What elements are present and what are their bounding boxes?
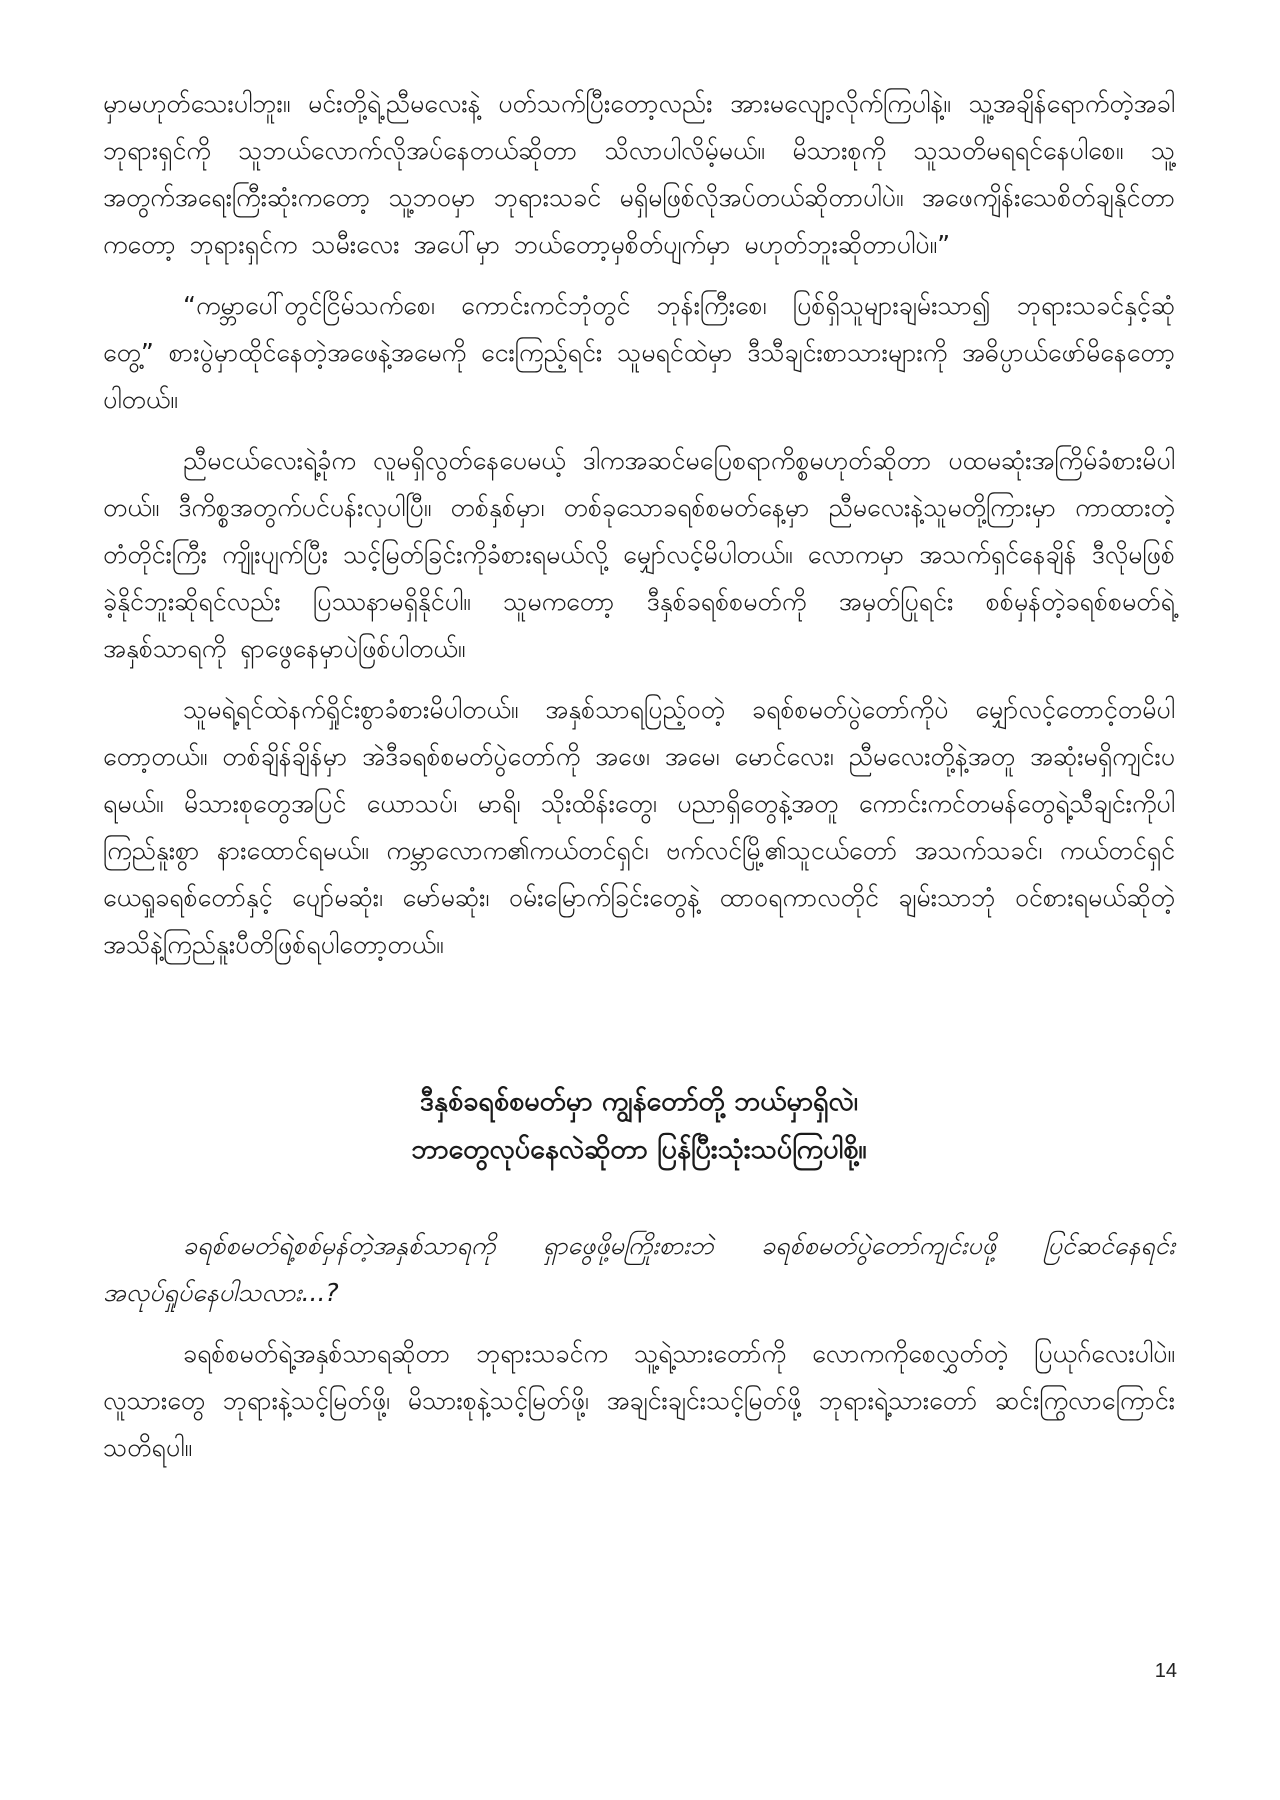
paragraph-younger-sister: ညီမငယ်လေးရဲ့ခုံက လူမရှိလွတ်နေပေမယ့် ဒါကအဆင်မပြေစရာကိစ္စမဟုတ်ဆိုတာ ပထမဆုံးအကြိမ်ခံစားမိပါတယ်။ ဒီကိစ္စအတွက်ပင်ပန်းလှပါပြီ။ တစ်နှစ်မှာ၊ တစ်ခုသောခရစ်စမတ်နေ့မှာ ညီမလေးနဲ့သူမတို့ကြားမှာ ကာထားတဲ့တံတိုင်းကြီး ကျိုးပျက်ပြီး သင့်မြတ်ခြင်းကိုခံစားရမယ်လို့ မျှော်လင့်မိပါတယ်။ လောကမှာ အသက်ရှင်နေချိန် ဒီလိုမဖြစ်ခဲ့နိုင်ဘူးဆိုရင်လည်း ပြဿနာမရှိနိုင်ပါ။ သူမကတော့ ဒီနှစ်ခရစ်စမတ်ကို အမှတ်ပြုရင်း စစ်မှန်တဲ့ခရစ်စမတ်ရဲ့အနှစ်သာရကို ရှာဖွေနေမှာပဲဖြစ်ပါတယ်။ (103, 446, 1175, 663)
page-number: 14 (1154, 1660, 1177, 1682)
paragraph-essence: ခရစ်စမတ်ရဲ့အနှစ်သာရဆိုတာ ဘုရားသခင်က သူ့ရဲ့သားတော်ကို လောကကိုစေလွှတ်တဲ့ ပြယုဂ်လေးပါပဲ။ လူသားတွေ ဘုရားနဲ့သင့်မြတ်ဖို့၊ မိသားစုနဲ့သင့်မြတ်ဖို့၊ အချင်းချင်းသင့်မြတ်ဖို့ ဘုရားရဲ့သားတော် ဆင်းကြွလာကြောင်းသတိရပါ။ (103, 1339, 1175, 1462)
section-heading (103, 1078, 1175, 1174)
paragraph-continued: မှာမဟုတ်သေးပါဘူး။ မင်းတို့ရဲ့ညီမလေးနဲ့ ပတ်သက်ပြီးတော့လည်း အားမလျော့လိုက်ကြပါနဲ့။ သူ့အချိန်ရောက်တဲ့အခါ ဘုရားရှင်ကို သူဘယ်လောက်လိုအပ်နေတယ်ဆိုတာ သိလာပါလိမ့်မယ်။ မိသားစုကို သူသတိမရရင်နေပါစေ။ သူ့အတွက်အရေးကြီးဆုံးကတော့ သူ့ဘဝမှာ ဘုရားသခင် မရှိမဖြစ်လိုအပ်တယ်ဆိုတာပါပဲ။ အဖေကျိန်းသေစိတ်ချနိုင်တာကတော့ ဘုရားရှင်က သမီးလေး အပေါ်မှာ ဘယ်တော့မှစိတ်ပျက်မှာ မဟုတ်ဘူးဆိုတာပါပဲ။” (103, 89, 1175, 259)
section-heading-line-1: ဒီနှစ်ခရစ်စမတ်မှာ ကျွန်တော်တို့ ဘယ်မှာရှိလဲ၊ (419, 1086, 859, 1117)
paragraph-question: ခရစ်စမတ်ရဲ့စစ်မှန်တဲ့အနှစ်သာရကို ရှာဖွေဖို့မကြိုးစားဘဲ ခရစ်စမတ်ပွဲတော်ကျင်းပဖို့ ပြင်ဆင်နေရင်း အလုပ်ရှုပ်နေပါသလား...? (103, 1231, 1175, 1307)
document-page (103, 80, 1175, 1760)
paragraph-hymn: “ကမ္ဘာပေါ်တွင်ငြိမ်သက်စေ၊ ကောင်းကင်ဘုံတွင် ဘုန်းကြီးစေ၊ ပြစ်ရှိသူများချမ်းသာ၍ ဘုရားသခင်နှင့်ဆုံတွေ့” စားပွဲမှာထိုင်နေတဲ့အဖေနဲ့အမေကို ငေးကြည့်ရင်း သူမရင်ထဲမှာ ဒီသီချင်းစာသားများကို အဓိပ္ပာယ်ဖော်မိနေတော့ပါတယ်။ (103, 291, 1175, 414)
paragraph-christmas-hope: သူမရဲ့ရင်ထဲနက်ရှိုင်းစွာခံစားမိပါတယ်။ အနှစ်သာရပြည့်ဝတဲ့ ခရစ်စမတ်ပွဲတော်ကိုပဲ မျှော်လင့်တောင့်တမိပါတော့တယ်။ တစ်ချိန်ချိန်မှာ အဲဒီခရစ်စမတ်ပွဲတော်ကို အဖေ၊ အမေ၊ မောင်လေး၊ ညီမလေးတို့နဲ့အတူ အဆုံးမရှိကျင်းပရမယ်။ မိသားစုတွေအပြင် ယောသပ်၊ မာရိ၊ သိုးထိန်းတွေ၊ ပညာရှိတွေနဲ့အတူ ကောင်းကင်တမန်တွေရဲ့သီချင်းကိုပါ ကြည်နူးစွာ နားထောင်ရမယ်။ ကမ္ဘာလောက၏ကယ်တင်ရှင်၊ ဗက်လင်မြို့၏သူငယ်တော် အသက်သခင်၊ ကယ်တင်ရှင်ယေရှုခရစ်တော်နှင့် ပျော်မဆုံး၊ မော်မဆုံး၊ ဝမ်းမြောက်ခြင်းတွေနဲ့ ထာဝရကာလတိုင် ချမ်းသာဘုံ ဝင်စားရမယ်ဆိုတဲ့ အသိနဲ့ကြည်နူးပီတိဖြစ်ရပါတော့တယ်။ (103, 695, 1175, 959)
section-heading-line-2: ဘာတွေလုပ်နေလဲဆိုတာ ပြန်ပြီးသုံးသပ်ကြပါစို့။ (411, 1134, 867, 1165)
